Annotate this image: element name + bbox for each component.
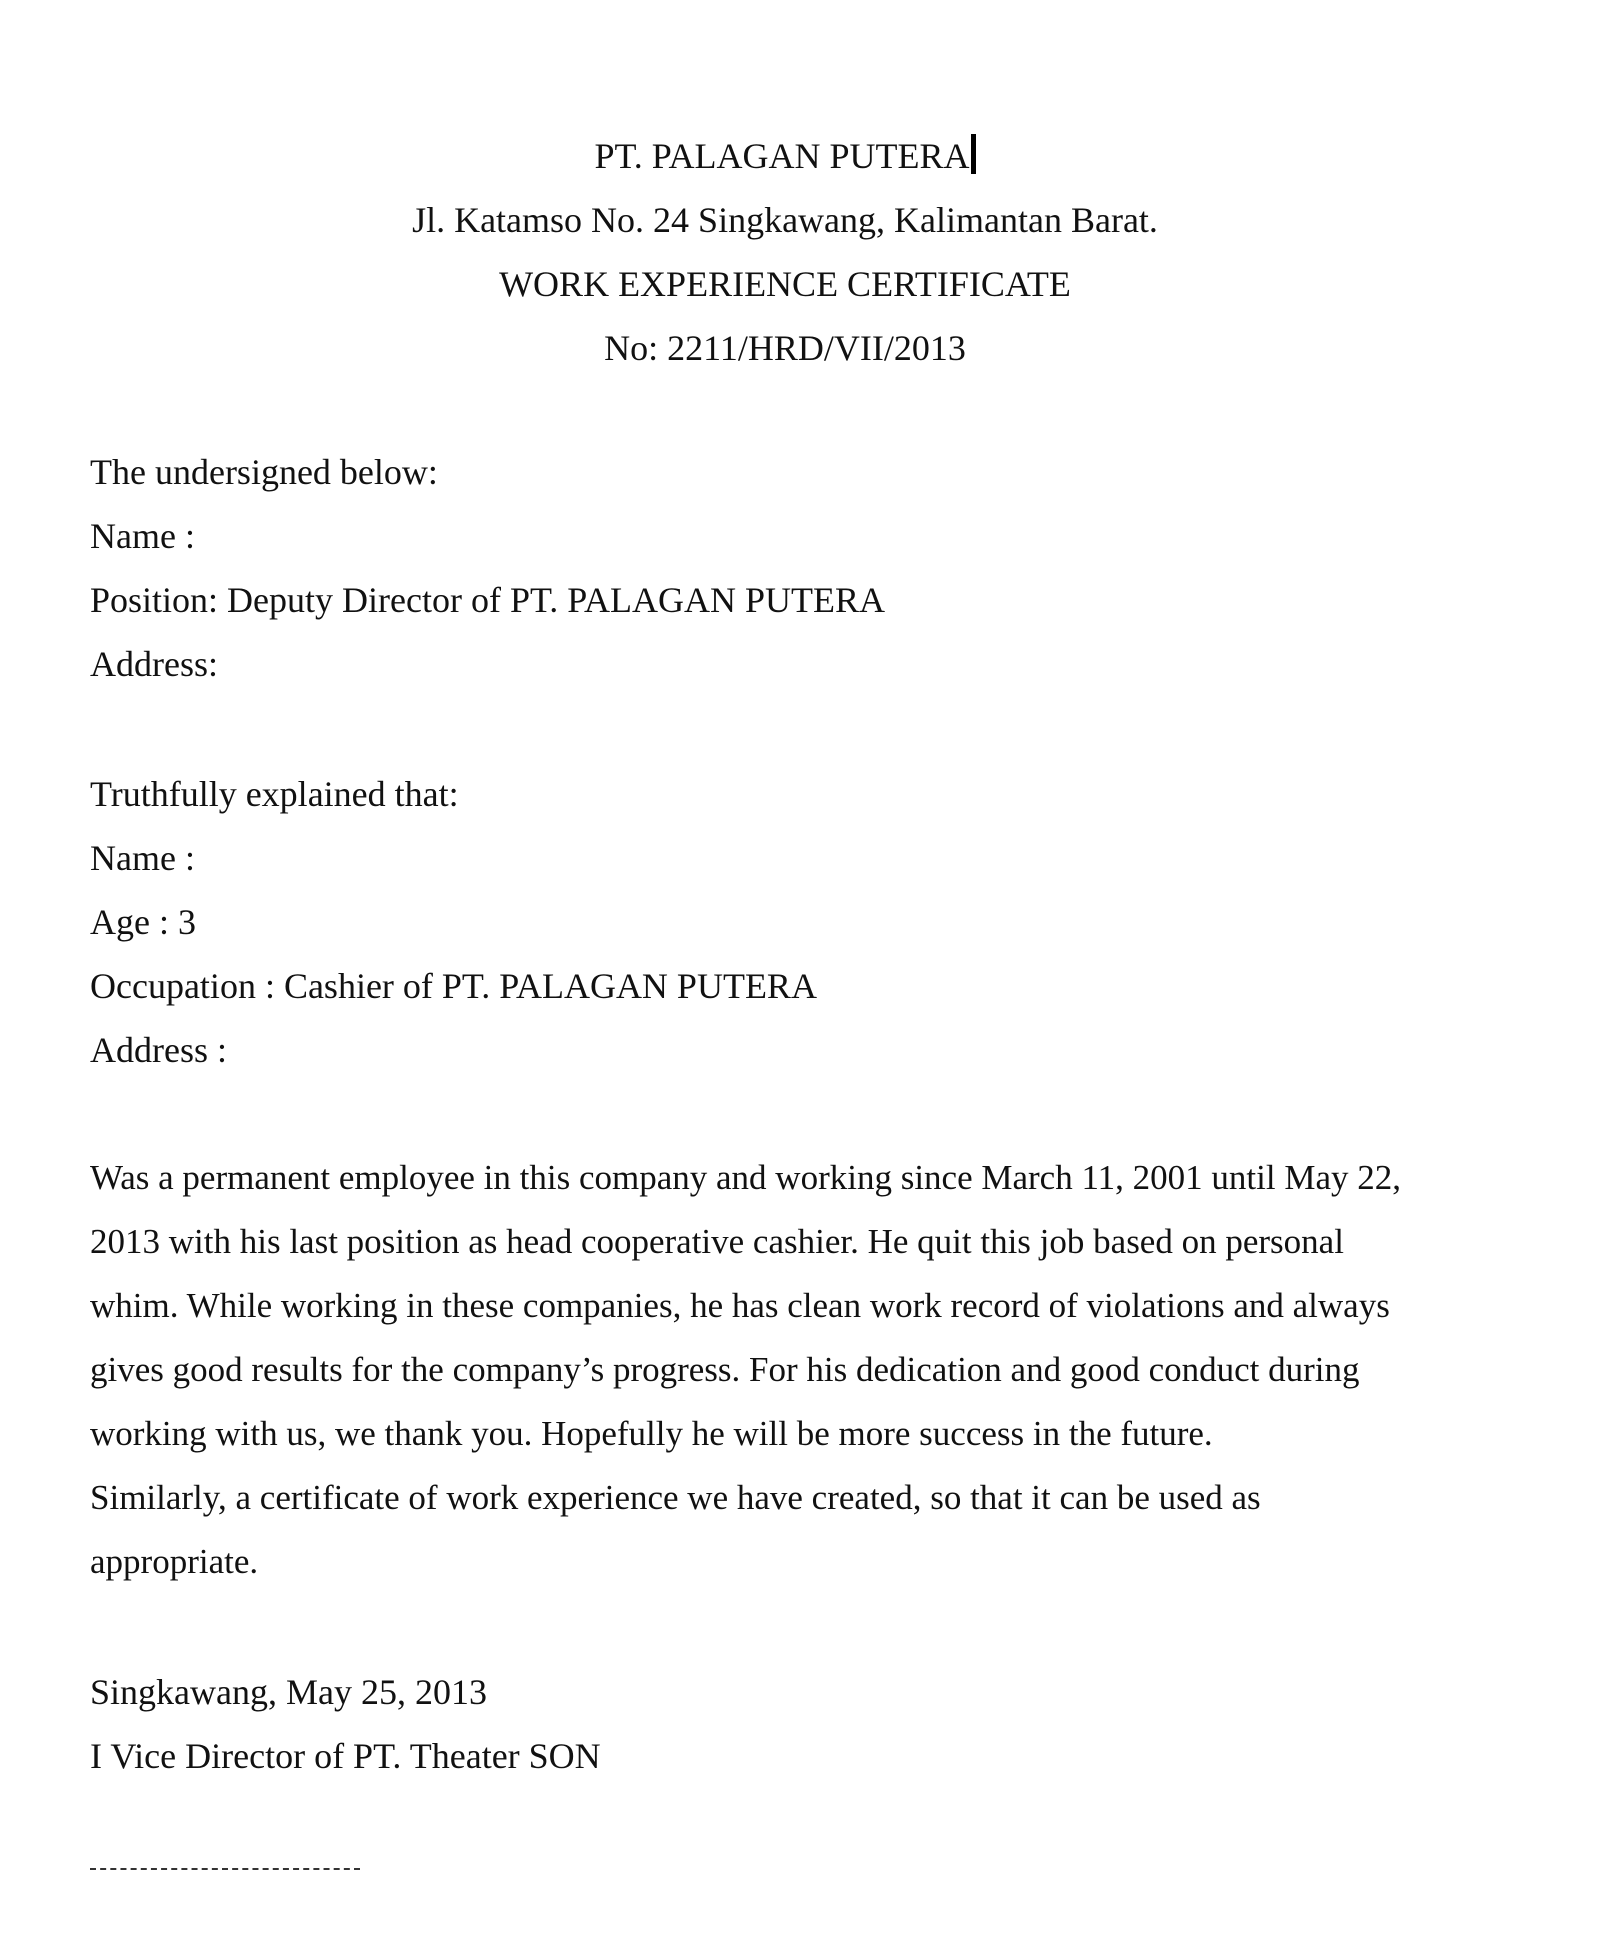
employee-intro: Truthfully explained that: (90, 774, 459, 814)
body-line: gives good results for the company’s progress. For his dedication and good conduct during (90, 1350, 1360, 1389)
undersigned-name: Name : (90, 516, 195, 556)
company-name: PT. PALAGAN PUTERA (594, 136, 970, 176)
body-line: Similarly, a certificate of work experience we have created, so that it can be used as (90, 1478, 1261, 1517)
undersigned-section (90, 440, 1510, 696)
body-line: working with us, we thank you. Hopefully he will be more success in the future. (90, 1414, 1213, 1453)
document-title: WORK EXPERIENCE CERTIFICATE (499, 264, 1071, 304)
employee-age: Age : 3 (90, 902, 196, 942)
employee-name: Name : (90, 838, 195, 878)
document-number: No: 2211/HRD/VII/2013 (604, 328, 966, 368)
body-line: Was a permanent employee in this company and working since March 11, 2001 until May 22, (90, 1158, 1401, 1197)
signatory-title: I Vice Director of PT. Theater SON (90, 1736, 601, 1776)
letterhead (0, 124, 1570, 380)
company-address: Jl. Katamso No. 24 Singkawang, Kalimantan Barat. (412, 200, 1158, 240)
undersigned-position: Position: Deputy Director of PT. PALAGAN PUTERA (90, 580, 885, 620)
employee-occupation: Occupation : Cashier of PT. PALAGAN PUTERA (90, 966, 817, 1006)
closing-section (90, 1660, 1510, 1788)
body-line: 2013 with his last position as head cooperative cashier. He quit this job based on personal (90, 1222, 1344, 1261)
undersigned-intro: The undersigned below: (90, 452, 438, 492)
employee-section (90, 762, 1510, 1082)
body-line: appropriate. (90, 1542, 259, 1581)
body-line: whim. While working in these companies, he has clean work record of violations and always (90, 1286, 1390, 1325)
undersigned-address: Address: (90, 644, 218, 684)
employee-address: Address : (90, 1030, 227, 1070)
signature-line (90, 1868, 360, 1870)
certificate-body (90, 1146, 1510, 1594)
place-date: Singkawang, May 25, 2013 (90, 1672, 487, 1712)
text-cursor (971, 134, 976, 174)
company-name-line (0, 124, 1570, 188)
